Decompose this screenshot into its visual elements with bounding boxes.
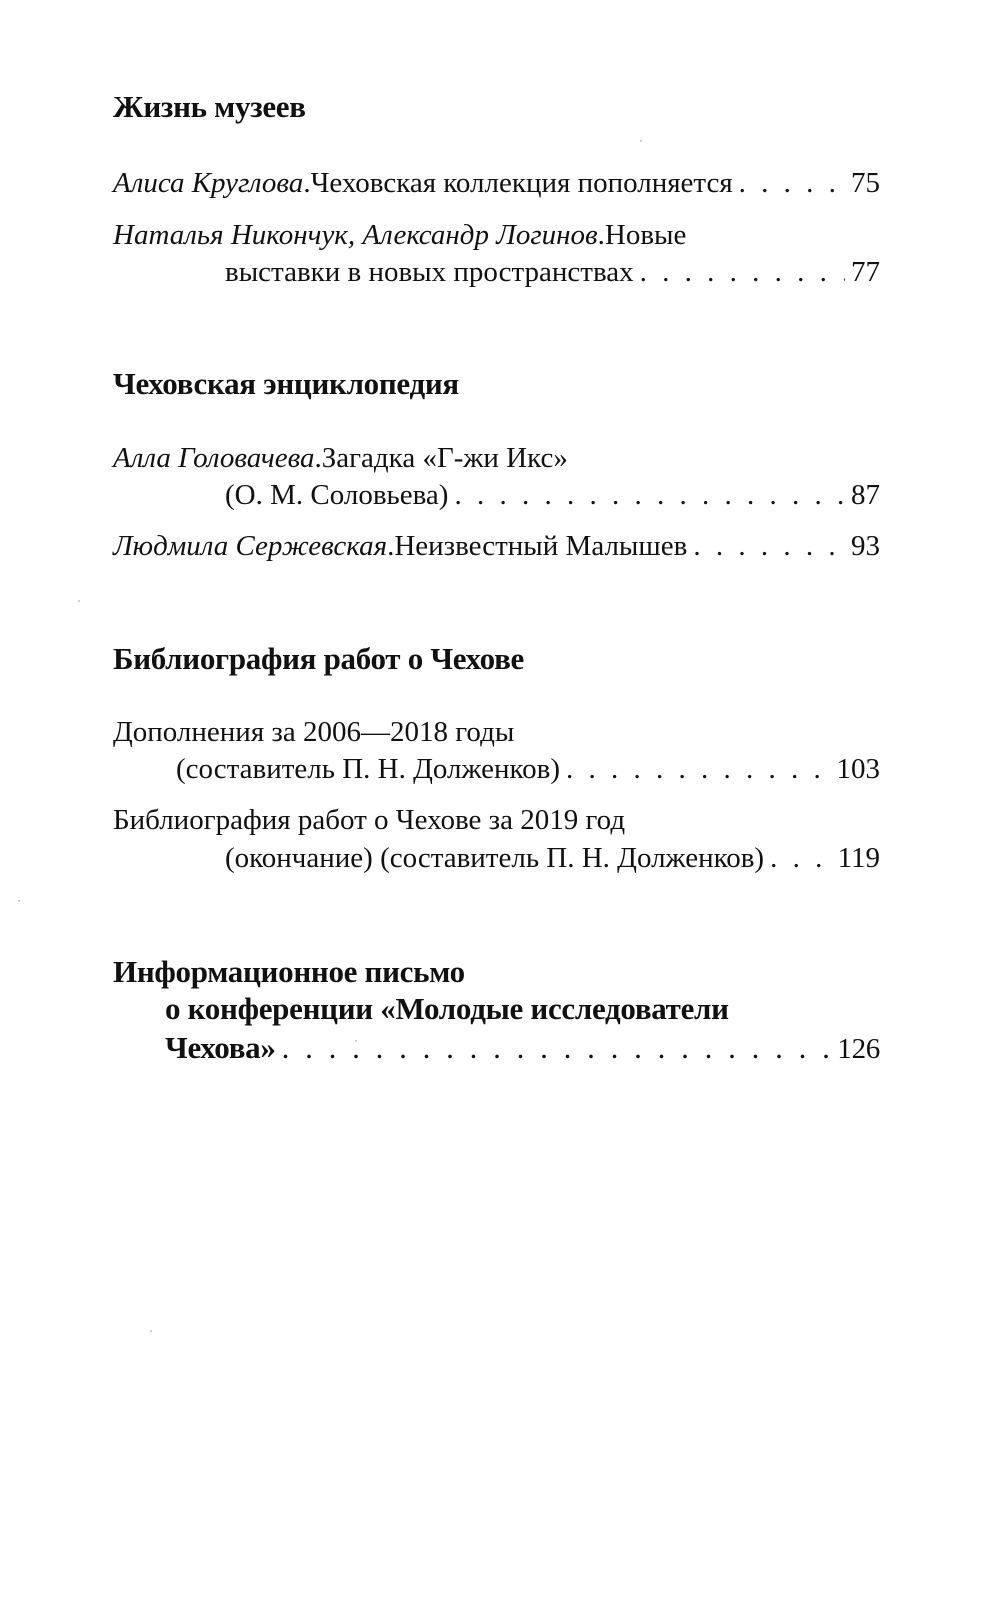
dot-leader bbox=[566, 751, 831, 787]
heading-continued: Чехова» bbox=[165, 1030, 276, 1065]
scan-speck bbox=[640, 140, 642, 142]
entry-title-continued: выставки в новых пространствах bbox=[225, 256, 634, 288]
entry-title: Загадка «Г-жи Икс» bbox=[321, 442, 568, 474]
entry-separator: . bbox=[387, 530, 395, 562]
section-heading-information-letter[interactable]: Информационное письмо bbox=[113, 954, 465, 989]
entry-separator: . bbox=[303, 167, 311, 199]
scan-speck bbox=[78, 600, 80, 602]
scan-speck bbox=[18, 900, 20, 902]
entry-title: Дополнения за 2006—2018 годы bbox=[113, 716, 515, 748]
toc-entry-golovacheva-line2[interactable] bbox=[225, 477, 880, 513]
dot-leader bbox=[282, 1030, 832, 1066]
entry-author: Наталья Никончук, Александр Логинов bbox=[113, 219, 598, 251]
toc-entry-serzhevskaya[interactable] bbox=[113, 528, 880, 564]
heading-continued: о конференции «Молодые исследователи bbox=[165, 991, 729, 1026]
entry-page-number: 77 bbox=[851, 256, 880, 288]
toc-entry-nikonchuk-line1[interactable] bbox=[113, 217, 880, 253]
dot-leader bbox=[693, 528, 845, 564]
entry-page-number: 103 bbox=[836, 753, 880, 785]
entry-title-continued: (О. М. Соловьева) bbox=[225, 479, 449, 511]
toc-entry-additions-line2[interactable] bbox=[176, 751, 880, 787]
information-letter-line2[interactable] bbox=[165, 991, 880, 1027]
section-heading-museum-life: Жизнь музеев bbox=[113, 89, 306, 124]
toc-entry-bibliography-2019-line2[interactable] bbox=[225, 840, 880, 876]
toc-entry-golovacheva-line1[interactable] bbox=[113, 440, 880, 476]
entry-title: Библиография работ о Чехове за 2019 год bbox=[113, 804, 626, 836]
scan-speck bbox=[355, 1040, 357, 1042]
entry-separator: . bbox=[314, 442, 322, 474]
dot-leader bbox=[739, 165, 845, 201]
section-heading-chekhov-encyclopedia: Чеховская энциклопедия bbox=[113, 366, 459, 401]
toc-entry-kruglova[interactable] bbox=[113, 165, 880, 201]
entry-title: Неизвестный Малышев bbox=[394, 530, 688, 562]
section-heading-bibliography: Библиография работ о Чехове bbox=[113, 641, 524, 676]
entry-page-number: 93 bbox=[851, 530, 880, 562]
entry-author: Алиса Круглова bbox=[113, 167, 304, 199]
entry-page-number: 126 bbox=[837, 1033, 880, 1065]
toc-entry-additions-line1[interactable] bbox=[113, 714, 880, 750]
entry-page-number: 119 bbox=[837, 842, 880, 874]
entry-page-number: 75 bbox=[851, 167, 880, 199]
dot-leader bbox=[454, 477, 845, 513]
entry-author: Людмила Сержевская bbox=[113, 530, 388, 562]
entry-title-continued: (составитель П. Н. Долженков) bbox=[176, 753, 560, 785]
entry-page-number: 87 bbox=[851, 479, 880, 511]
entry-separator: . bbox=[597, 219, 605, 251]
information-letter-line3[interactable] bbox=[165, 1030, 880, 1067]
scan-speck bbox=[150, 1330, 152, 1332]
toc-entry-nikonchuk-line2[interactable] bbox=[225, 254, 880, 290]
entry-title-continued: (окончание) (составитель П. Н. Долженков) bbox=[225, 842, 765, 874]
entry-title: Чеховская коллекция пополняется bbox=[310, 167, 733, 199]
entry-author: Алла Головачева bbox=[113, 442, 315, 474]
toc-entry-bibliography-2019-line1[interactable] bbox=[113, 802, 880, 838]
dot-leader bbox=[640, 254, 845, 290]
dot-leader bbox=[770, 840, 831, 876]
entry-title: Новые bbox=[604, 219, 687, 251]
